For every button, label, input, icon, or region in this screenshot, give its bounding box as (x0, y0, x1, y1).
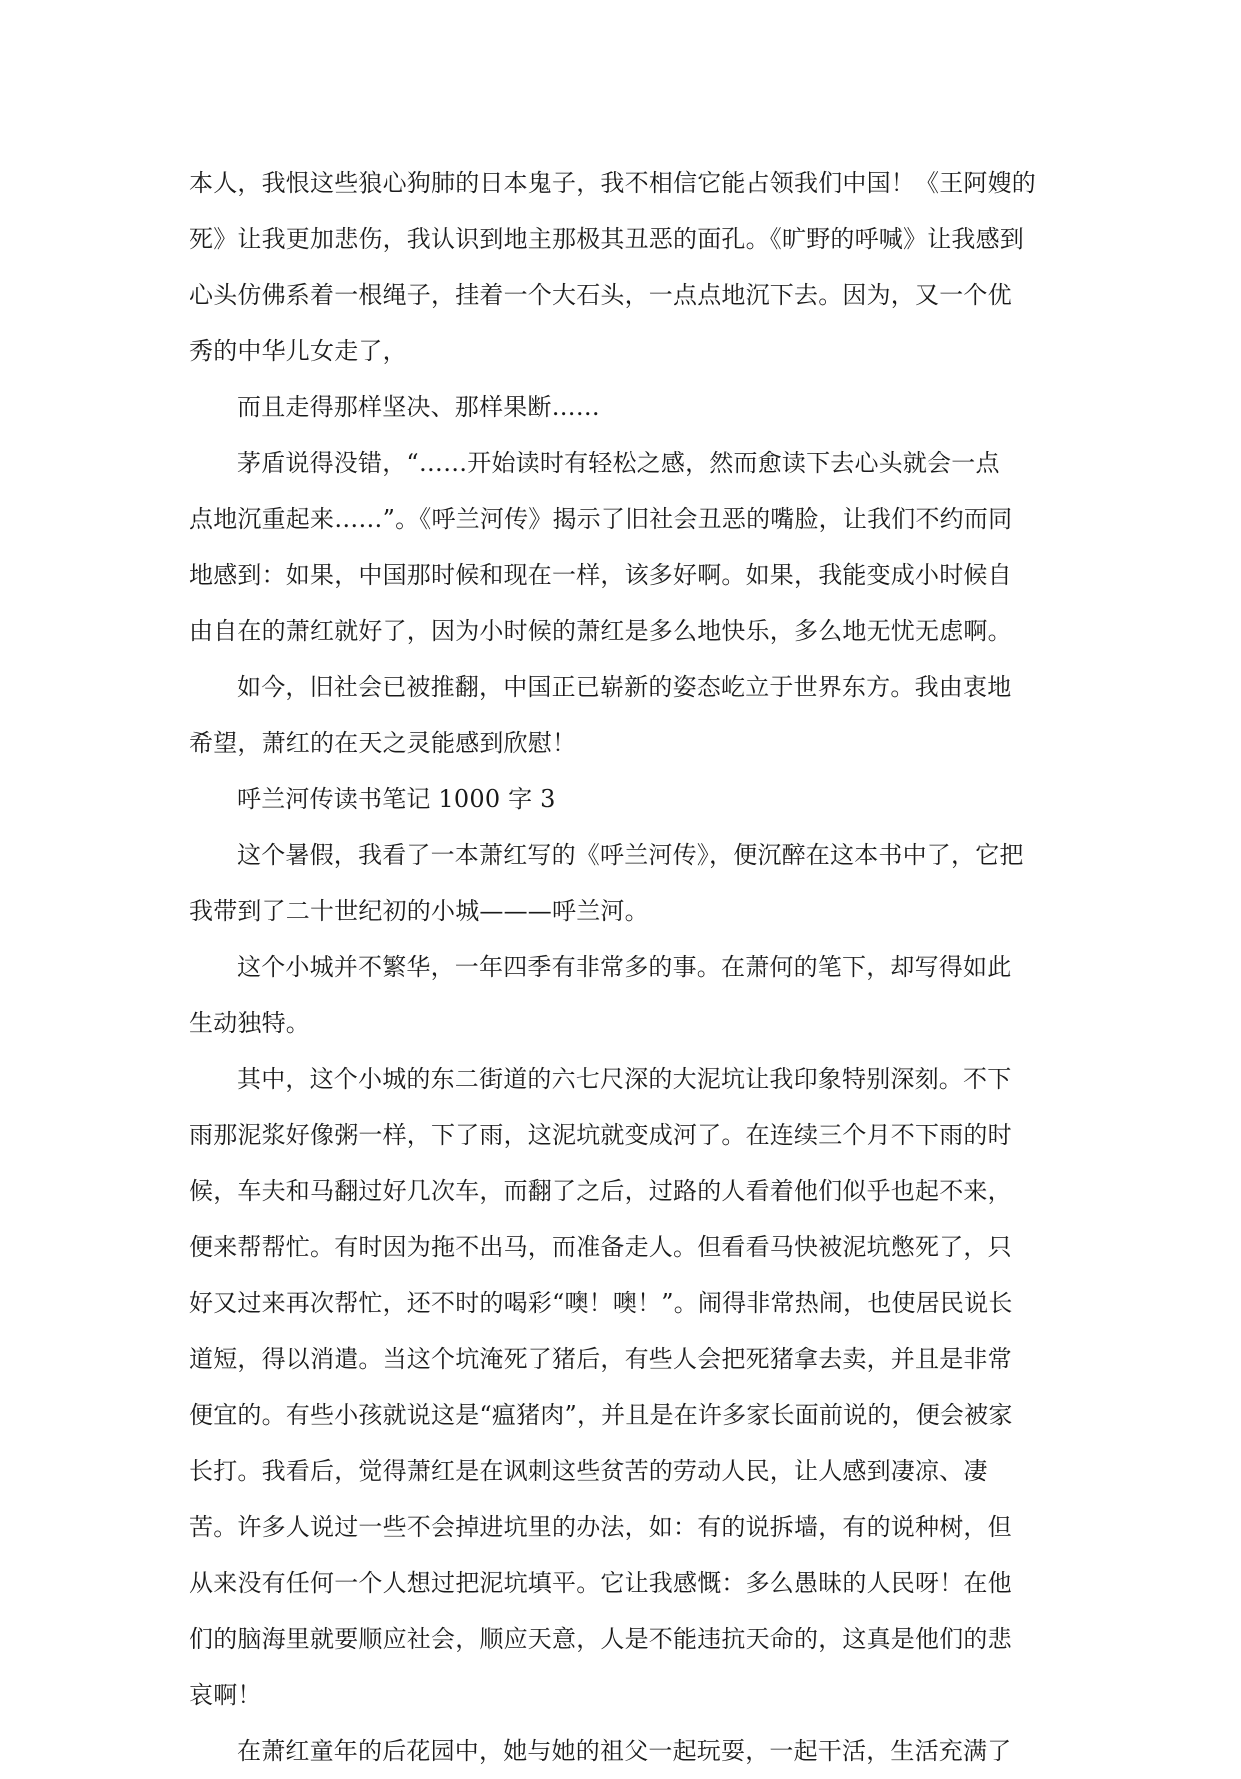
text-line: 雨那泥浆好像粥一样，下了雨，这泥坑就变成河了。在连续三个月不下雨的时 (189, 1121, 1012, 1149)
text-line: 点地沉重起来……”。《呼兰河传》揭示了旧社会丑恶的嘴脸，让我们不约而同 (189, 505, 1013, 533)
text-line: 们的脑海里就要顺应社会，顺应天意，人是不能违抗天命的，这真是他们的悲 (189, 1625, 1012, 1653)
text-line: 其中，这个小城的东二街道的六七尺深的大泥坑让我印象特别深刻。不下 (237, 1065, 1012, 1093)
text-line: 好又过来再次帮忙，还不时的喝彩“噢！噢！”。闹得非常热闹，也使居民说长 (189, 1289, 1013, 1317)
text-line: 这个小城并不繁华，一年四季有非常多的事。在萧何的笔下，却写得如此 (237, 953, 1012, 981)
text-line: 如今，旧社会已被推翻，中国正已崭新的姿态屹立于世界东方。我由衷地 (237, 673, 1012, 701)
text-line: 由自在的萧红就好了，因为小时候的萧红是多么地快乐，多么地无忧无虑啊。 (189, 617, 1012, 645)
text-line: 我带到了二十世纪初的小城———呼兰河。 (189, 897, 649, 925)
text-line: 希望，萧红的在天之灵能感到欣慰！ (189, 729, 577, 757)
text-line: 便宜的。有些小孩就说这是“瘟猪肉”，并且是在许多家长面前说的，便会被家 (189, 1401, 1013, 1429)
text-line: 从来没有任何一个人想过把泥坑填平。它让我感慨：多么愚昧的人民呀！在他 (189, 1569, 1012, 1597)
text-line: 候，车夫和马翻过好几次车，而翻了之后，过路的人看着他们似乎也起不来， (189, 1177, 1012, 1205)
text-line: 地感到：如果，中国那时候和现在一样，该多好啊。如果，我能变成小时候自 (189, 561, 1012, 589)
text-line: 在萧红童年的后花园中，她与她的祖父一起玩耍，一起干活，生活充满了 (237, 1737, 1012, 1765)
text-line: 长打。我看后，觉得萧红是在讽刺这些贫苦的劳动人民，让人感到凄凉、凄 (189, 1457, 988, 1485)
text-line: 苦。许多人说过一些不会掉进坑里的办法，如：有的说拆墙，有的说种树，但 (189, 1513, 1012, 1541)
text-line: 死》让我更加悲伤，我认识到地主那极其丑恶的面孔。《旷野的呼喊》让我感到 (189, 225, 1024, 253)
text-line: 心头仿佛系着一根绳子，挂着一个大石头，一点点地沉下去。因为，又一个优 (189, 281, 1012, 309)
document-body (189, 155, 1059, 1779)
text-line: 而且走得那样坚决、那样果断…… (237, 393, 600, 421)
text-line: 便来帮帮忙。有时因为拖不出马，而准备走人。但看看马快被泥坑憋死了，只 (189, 1233, 1012, 1261)
text-line: 呼兰河传读书笔记 1000 字 3 (237, 785, 556, 813)
text-line: 这个暑假，我看了一本萧红写的《呼兰河传》，便沉醉在这本书中了，它把 (237, 841, 1024, 869)
text-line: 秀的中华儿女走了， (189, 337, 407, 365)
text-line: 茅盾说得没错，“……开始读时有轻松之感，然而愈读下去心头就会一点 (237, 449, 1000, 477)
text-line: 本人，我恨这些狼心狗肺的日本鬼子，我不相信它能占领我们中国！《王阿嫂的 (189, 169, 1036, 197)
text-line: 生动独特。 (189, 1009, 310, 1037)
text-line: 哀啊！ (189, 1681, 262, 1709)
text-line: 道短，得以消遣。当这个坑淹死了猪后，有些人会把死猪拿去卖，并且是非常 (189, 1345, 1012, 1373)
